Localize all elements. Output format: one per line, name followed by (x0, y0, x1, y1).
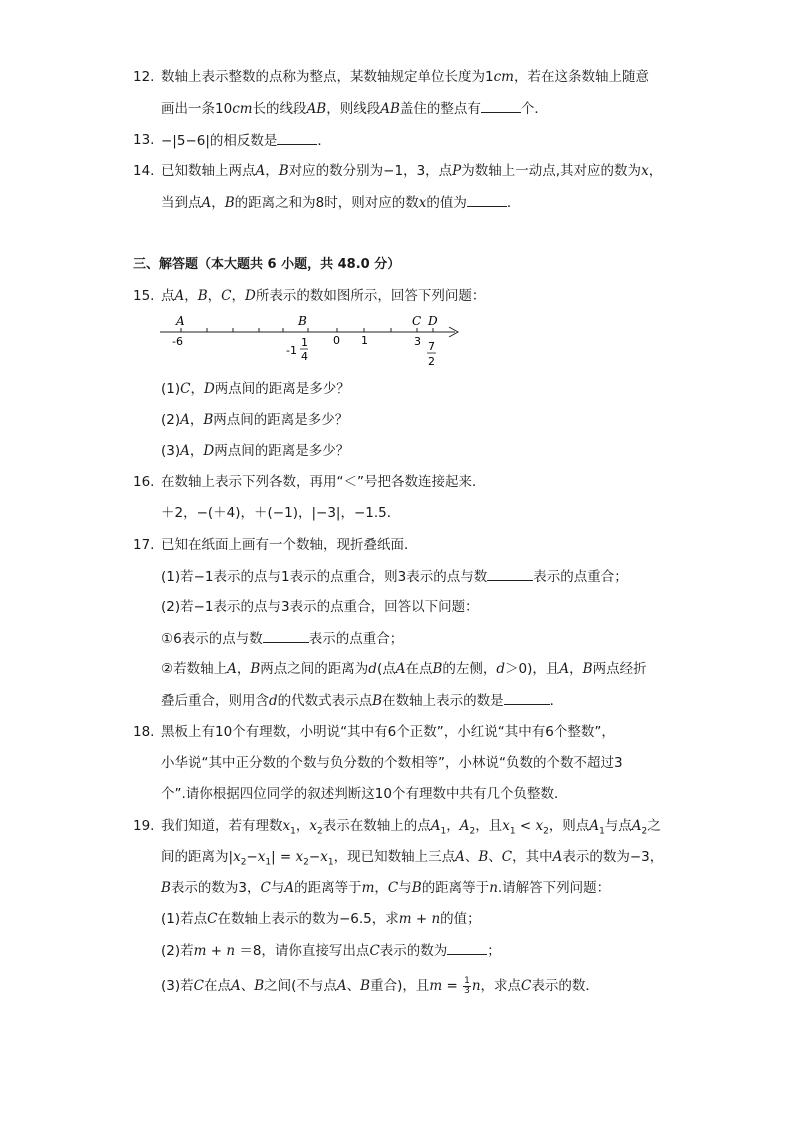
label-D: D (428, 314, 438, 328)
tick-label-neg6: -6 (172, 335, 183, 348)
q12-text1: 数轴上表示整数的点称为整点，某数轴规定单位长度为1cm，若在这条数轴上随意 (161, 69, 649, 85)
frac-D-num: 7 (428, 340, 435, 353)
q19-line2: 间的距离为$|x_2-x_1| = x_2-x_1$，现已知数轴上三点A、B、C，其中A表示的数为−3， (161, 849, 664, 868)
frac-B-den: 4 (301, 350, 308, 363)
q17-sub1: (1)若−1表示的点与1表示的点重合，则3表示的点与数 表示的点重合； (161, 566, 628, 587)
q17-circ2-cont: 叠后重合，则用含d的代数式表示点B在数轴上表示的数是 ． (161, 690, 563, 711)
label-B: B (298, 314, 307, 328)
answer-blank[interactable] (481, 98, 521, 113)
answer-blank[interactable] (467, 192, 507, 207)
q17-number: 17. (133, 537, 155, 553)
frac-D-den: 2 (428, 355, 435, 368)
q18-line1: 18. 黑板上有10个有理数，小明说“其中有6个正数”，小红说“其中有6个整数”， (133, 724, 615, 740)
q16-number: 16. (133, 474, 155, 490)
q15-number: 15. (133, 288, 155, 304)
q12-number: 12. (133, 69, 155, 85)
q12-line2: 画出一条10cm长的线段AB，则线段AB盖住的整点有 个． (161, 98, 548, 119)
q19-line3: B表示的数为3，C与A的距离等于m，C与B的距离等于n.请解答下列问题： (161, 880, 611, 896)
frac-B-num: 1 (301, 336, 308, 349)
q13-number: 13. (133, 132, 155, 148)
section-heading: 三、解答题（本大题共 6 小题，共 48.0 分） (133, 257, 401, 272)
tick-label-1: 1 (361, 334, 368, 347)
q16-line2: ＋2，−(＋4)，＋(−1)，|−3|，−1.5． (161, 505, 401, 521)
q17-line1: 17. 已知在纸面上画有一个数轴，现折叠纸面． (133, 537, 418, 553)
answer-blank[interactable] (447, 940, 487, 955)
q15-sub2: (2)A，B两点间的距离是多少？ (161, 412, 349, 428)
q14-line1 (133, 161, 663, 181)
label-C: C (412, 314, 422, 328)
q16-line1: 16. 在数轴上表示下列各数，再用“＜”号把各数连接起来． (133, 474, 486, 490)
q19-sub1: (1)若点C在数轴上表示的数为−6.5，求m + n的值； (161, 911, 481, 927)
q18-line2: 小华说“其中正分数的个数与负分数的个数相等”，小林说“负数的个数不超过3 (161, 755, 623, 771)
tick-label-0: 0 (333, 334, 340, 347)
q13-text: −|5−6|的相反数是 ． (161, 130, 331, 151)
q15-sub3: (3)A，D两点间的距离是多少？ (161, 443, 350, 459)
fraction-one-third: $\frac{1}{3}$ (464, 975, 470, 996)
answer-blank[interactable] (504, 690, 550, 705)
tick-label-3: 3 (414, 335, 421, 348)
q17-circ1: ①6表示的点与数 表示的点重合； (161, 628, 403, 649)
q12-line1 (133, 67, 649, 87)
q18-number: 18. (133, 724, 155, 740)
answer-blank[interactable] (277, 130, 317, 145)
q15-intro: 15. 点A，B，C，D所表示的数如图所示，回答下列问题： (133, 288, 486, 304)
answer-blank[interactable] (487, 566, 533, 581)
q17-sub2: (2)若−1表示的点与3表示的点重合，回答以下问题： (161, 599, 479, 615)
tick-label-neg1: -1 (286, 344, 297, 357)
q19-line1: 19. 我们知道，若有理数$x_1$，$x_2$表示在数轴上的点$A_1$，$A_2$，且$x_1 < x_2$，则点$A_1$与点$A_2$之 (133, 818, 661, 837)
q14-number: 14. (133, 163, 155, 179)
q15-sub1: (1)C，D两点间的距离是多少？ (161, 381, 350, 397)
tick-marks (181, 328, 433, 332)
q19-sub3: (3)若C在点A、B之间(不与点A、B重合)，且m = $\frac{1}{3}$ n，求点C表示的数． (161, 975, 599, 996)
q19-sub2: (2)若m + n ＝8，请你直接写出点C表示的数为 ； (161, 940, 501, 961)
q14-text1: 已知数轴上两点A，B对应的数分别为−1，3，点P为数轴上一动点,其对应的数为x， (161, 163, 663, 179)
answer-blank[interactable] (263, 628, 309, 643)
q18-line3: 个”.请你根据四位同学的叙述判断这10个有理数中共有几个负整数． (161, 786, 568, 802)
q17-circ2: ②若数轴上A，B两点之间的距离为d(点A在点B的左侧，d＞0)，且A，B两点经折 (161, 661, 647, 677)
q19-number: 19. (133, 818, 155, 834)
label-A: A (176, 314, 185, 328)
number-line-figure (155, 312, 475, 372)
q14-line2: 当到点A，B的距离之和为8时，则对应的数x的值为 ． (161, 192, 520, 213)
q13-line (133, 130, 331, 150)
